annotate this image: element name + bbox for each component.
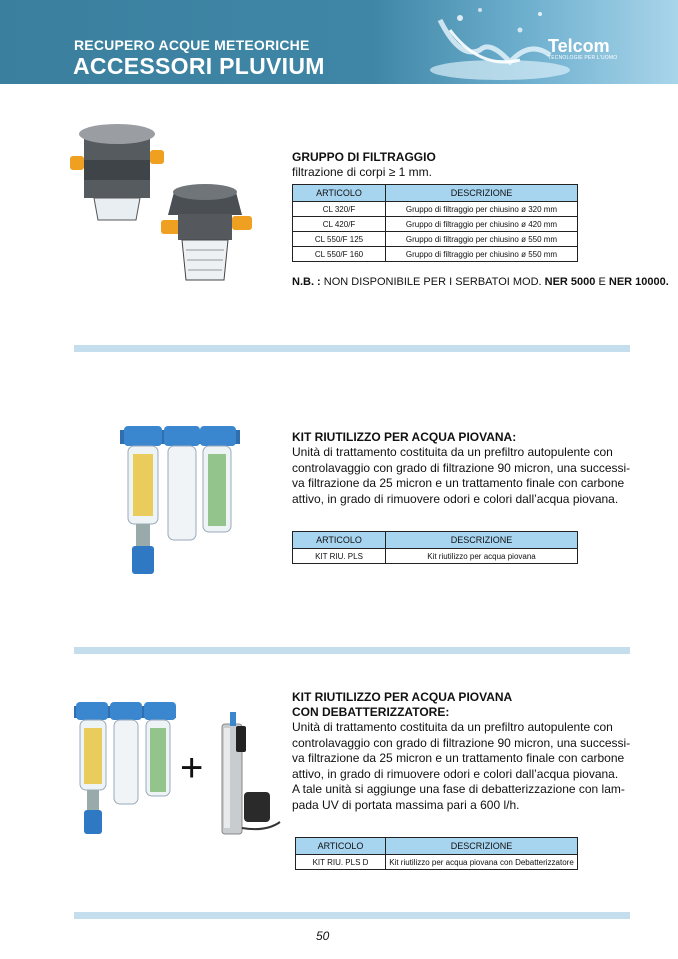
table-header: ARTICOLO [293,532,386,549]
uv-lamp-image [216,710,282,838]
logo-tagline: TECNOLOGIE PER L'UOMO [548,55,618,61]
table-cell: Gruppo di filtraggio per chiusino ø 320 mm [386,202,578,217]
page-number: 50 [316,929,330,943]
section-divider [74,912,630,919]
description-line: controlavaggio con grado di filtrazione 90 micron, una successi- [292,460,631,475]
section3-title-line2: CON DEBATTERIZZATORE: [292,705,450,719]
section2-title: KIT RIUTILIZZO PER ACQUA PIOVANA: [292,430,517,444]
table-cell: CL 320/F [293,202,386,217]
description-line: Unità di trattamento costituita da un prefiltro autopulente con [292,720,613,734]
section2-description [292,445,637,507]
section-divider [74,647,630,654]
table-cell: Kit riutilizzo per acqua piovana con Debatterizzatore [386,855,578,870]
section1-subtitle: filtrazione di corpi ≥ 1 mm. [292,165,432,179]
section3-description [292,720,637,813]
table-row [296,855,578,870]
page-header [0,0,678,84]
note-model2: NER 10000. [608,276,669,288]
description-line: attivo, in grado di rimuovere odori e colori dall’acqua piovana. [292,491,619,506]
table-cell: Gruppo di filtraggio per chiusino ø 420 mm [386,217,578,232]
description-line: controlavaggio con grado di filtrazione 90 micron, una successi- [292,735,631,750]
water-filter-kit-image [118,424,242,578]
plus-sign: + [180,746,204,790]
table-cell: Kit riutilizzo per acqua piovana [386,549,578,564]
description-line: Unità di trattamento costituita da un prefiltro autopulente con [292,445,613,459]
table-cell: CL 550/F 160 [293,247,386,262]
header-title: ACCESSORI PLUVIUM [73,53,325,79]
table-row [293,247,578,262]
section2-table [292,531,578,564]
table-row [293,232,578,247]
table-cell: KIT RIU. PLS D [296,855,386,870]
note-and: E [595,276,609,288]
section3-table [295,837,578,870]
water-filter-kit-image [72,700,178,838]
table-cell: Gruppo di filtraggio per chiusino ø 550 mm [386,232,578,247]
description-line: va filtrazione da 25 micron e un trattamento finale con carbone [292,751,625,765]
table-cell: CL 550/F 125 [293,232,386,247]
description-line: pada UV di portata massima pari a 600 l/h. [292,797,520,812]
description-line: A tale unità si aggiunge una fase di debatterizzazione con lam- [292,782,625,796]
section1-note [292,276,669,288]
description-line: va filtrazione da 25 micron e un trattamento finale con carbone [292,476,625,490]
section-divider [74,345,630,352]
table-header: DESCRIZIONE [386,185,578,202]
note-model1: NER 5000 [544,276,596,288]
table-row [293,202,578,217]
table-row [293,217,578,232]
table-cell: CL 420/F [293,217,386,232]
table-cell: KIT RIU. PLS [293,549,386,564]
header-supertitle: RECUPERO ACQUE METEORICHE [74,37,310,53]
table-header: DESCRIZIONE [386,838,578,855]
section3-title [292,690,512,720]
note-text: NON DISPONIBILE PER I SERBATOI MOD. [320,276,545,288]
table-cell: Gruppo di filtraggio per chiusino ø 550 mm [386,247,578,262]
section1-table [292,184,578,262]
description-line: attivo, in grado di rimuovere odori e colori dall’acqua piovana. [292,766,619,781]
table-header: ARTICOLO [293,185,386,202]
section3-title-line1: KIT RIUTILIZZO PER ACQUA PIOVANA [292,690,513,704]
table-row [293,549,578,564]
telcom-logo: Telcom [548,36,610,56]
note-prefix: N.B. : [292,276,321,288]
section1-title: GRUPPO DI FILTRAGGIO [292,150,436,164]
filter-group-image [66,120,266,290]
table-header: DESCRIZIONE [386,532,578,549]
table-header: ARTICOLO [296,838,386,855]
